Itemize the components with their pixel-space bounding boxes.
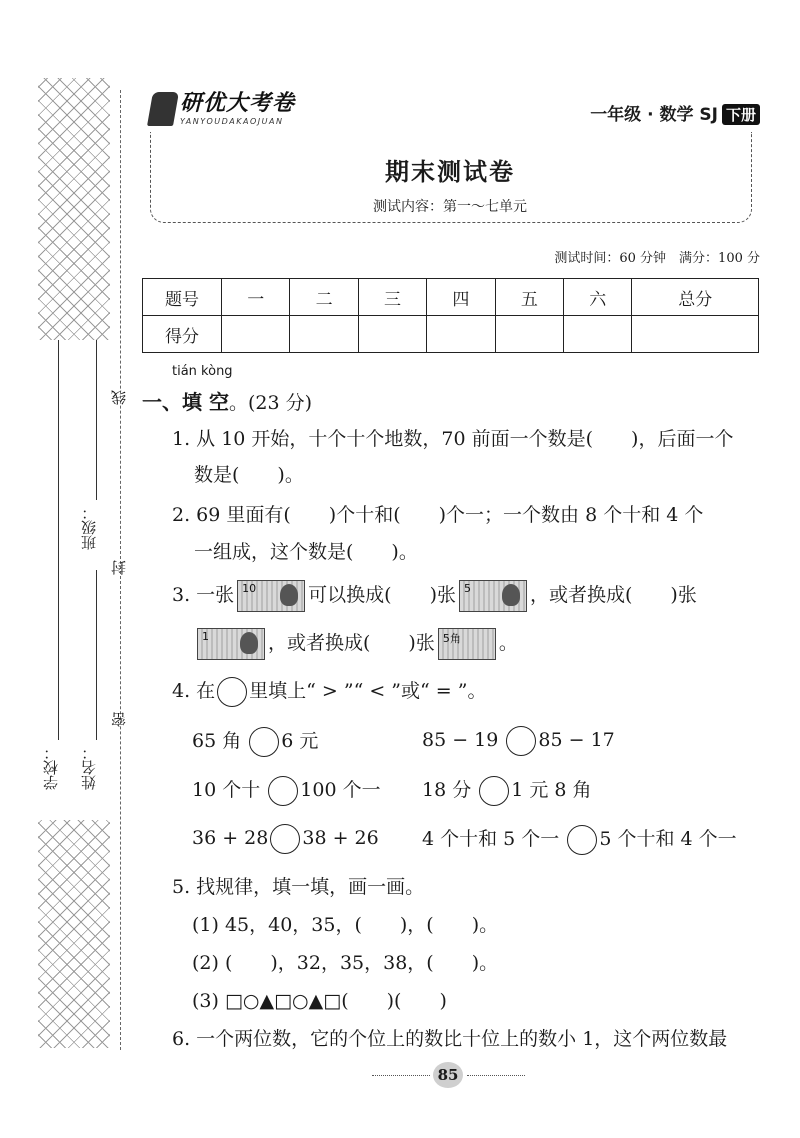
class-underline [96, 340, 97, 500]
ten-yuan-note-image [237, 580, 305, 612]
hatch-pattern-top [38, 78, 110, 340]
shape-sequence: □○▲□○▲□ [224, 990, 342, 1012]
note-value: 1 [202, 630, 209, 643]
q5-intro: 5. 找规律，填一填，画一画。 [172, 876, 425, 898]
table-cell: 一 [222, 279, 290, 316]
score-input-cell[interactable] [290, 316, 358, 353]
compare-circle[interactable] [479, 776, 509, 806]
q4-intro [172, 676, 486, 707]
test-time: 测试时间：60 分钟 满分：100 分 [554, 251, 760, 266]
school-label: 学校： [42, 745, 60, 790]
table-cell: 题号 [143, 279, 222, 316]
portrait-icon [240, 632, 258, 654]
q3-line1 [172, 580, 697, 612]
class-label: 班级： [80, 505, 98, 550]
compare-right: 5 个十和 4 个一 [599, 828, 737, 850]
compare-right: 100 个一 [300, 779, 381, 801]
score-input-cell[interactable] [358, 316, 426, 353]
table-cell: 得分 [143, 316, 222, 353]
q5-part3-label: (3) [192, 990, 225, 1012]
brand-logo [150, 86, 340, 132]
score-input-cell[interactable] [495, 316, 563, 353]
q2-line2: 一组成，这个数是( )。 [194, 541, 418, 563]
table-row [143, 279, 759, 316]
q3-text-a: 3. 一张 [172, 584, 235, 606]
compare-left: 4 个十和 5 个一 [422, 828, 560, 850]
compare-left: 85 − 19 [422, 729, 499, 751]
page-number: 85 [433, 1062, 463, 1088]
compare-left: 36 + 28 [192, 827, 269, 849]
q5-part3 [192, 986, 447, 1013]
table-cell: 二 [290, 279, 358, 316]
score-input-cell[interactable] [427, 316, 495, 353]
note-value: 5角 [442, 632, 461, 645]
q1-line2: 数是( )。 [194, 464, 304, 486]
score-input-cell[interactable] [222, 316, 290, 353]
compare-circle[interactable] [270, 824, 300, 854]
secret-mark: 密 [110, 712, 128, 727]
compare-circle[interactable] [567, 825, 597, 855]
section-pinyin: tián kòng [172, 364, 233, 379]
q4-row3-right [422, 824, 737, 855]
q3-text-c: ，或者换成( )张 [530, 584, 697, 606]
q5-part2: (2) ( )，32，35，38，( )。 [192, 952, 499, 974]
note-value: 5 [464, 582, 471, 595]
compare-circle[interactable] [217, 677, 247, 707]
table-cell: 六 [564, 279, 632, 316]
section-points: 。(23 分) [228, 392, 313, 414]
fist-icon [147, 92, 179, 126]
q3-line2 [194, 628, 518, 660]
q4-row2-right [422, 775, 592, 806]
table-cell: 五 [495, 279, 563, 316]
score-input-cell[interactable] [632, 316, 759, 353]
q1-line1: 1. 从 10 开始，十个十个地数，70 前面一个数是( )，后面一个 [172, 428, 734, 450]
school-underline [58, 340, 59, 740]
five-jiao-note-image [438, 628, 496, 660]
compare-right: 1 元 8 角 [511, 779, 592, 801]
note-value: 10 [242, 582, 257, 595]
compare-circle[interactable] [268, 776, 298, 806]
five-yuan-note-image [459, 580, 527, 612]
footer-dots-right [467, 1075, 525, 1076]
q4-intro-a: 4. 在 [172, 680, 216, 702]
q4-intro-b: 里填上“ > ”“ < ”或“ = ”。 [249, 680, 487, 702]
portrait-icon [502, 584, 520, 606]
hatch-pattern-bottom [38, 820, 110, 1048]
portrait-icon [280, 584, 298, 606]
q4-row2-left [192, 775, 381, 806]
footer-dots-left [372, 1075, 430, 1076]
volume-badge: 下册 [722, 104, 760, 125]
compare-circle[interactable] [506, 726, 536, 756]
grade-text: 一年级 · 数学 SJ [590, 105, 718, 125]
q6-line1: 6. 一个两位数，它的个位上的数比十位上的数小 1，这个两位数最 [172, 1028, 728, 1050]
line-seal: 线 [110, 390, 128, 405]
q4-row1-right [422, 726, 615, 756]
one-yuan-note-image [197, 628, 265, 660]
compare-circle[interactable] [249, 727, 279, 757]
table-cell: 总分 [632, 279, 759, 316]
compare-left: 65 角 [192, 730, 242, 752]
section-title: 一、填 空 [142, 390, 229, 414]
test-content: 测试内容：第一～七单元 [373, 199, 527, 215]
q3-text-e: 。 [498, 632, 518, 654]
q5-part1: (1) 45，40，35，( )，( )。 [192, 914, 499, 936]
compare-left: 18 分 [422, 779, 472, 801]
q3-text-d: ，或者换成( )张 [268, 632, 435, 654]
section-heading [142, 386, 312, 415]
compare-left: 10 个十 [192, 779, 261, 801]
q2-line1: 2. 69 里面有( )个十和( )个一；一个数由 8 个十和 4 个 [172, 504, 704, 526]
name-underline [96, 570, 97, 740]
name-label: 姓名： [80, 745, 98, 790]
table-cell: 四 [427, 279, 495, 316]
page-title: 期末测试卷 [385, 158, 515, 186]
compare-right: 38 + 26 [302, 827, 379, 849]
compare-right: 85 − 17 [538, 729, 615, 751]
compare-right: 6 元 [281, 730, 319, 752]
logo-subtitle: YANYOUDAKAOJUAN [180, 117, 284, 126]
grade-label [590, 100, 760, 125]
score-table [142, 278, 759, 353]
seal-mark: 封 [110, 560, 128, 575]
score-input-cell[interactable] [564, 316, 632, 353]
q4-row1-left [192, 726, 318, 757]
table-cell: 三 [358, 279, 426, 316]
q3-text-b: 可以换成( )张 [308, 584, 456, 606]
table-row [143, 316, 759, 353]
q5-part3-blanks: ( )( ) [341, 990, 447, 1012]
logo-text: 研优大考卷 [180, 91, 296, 116]
q4-row3-left [192, 824, 379, 854]
